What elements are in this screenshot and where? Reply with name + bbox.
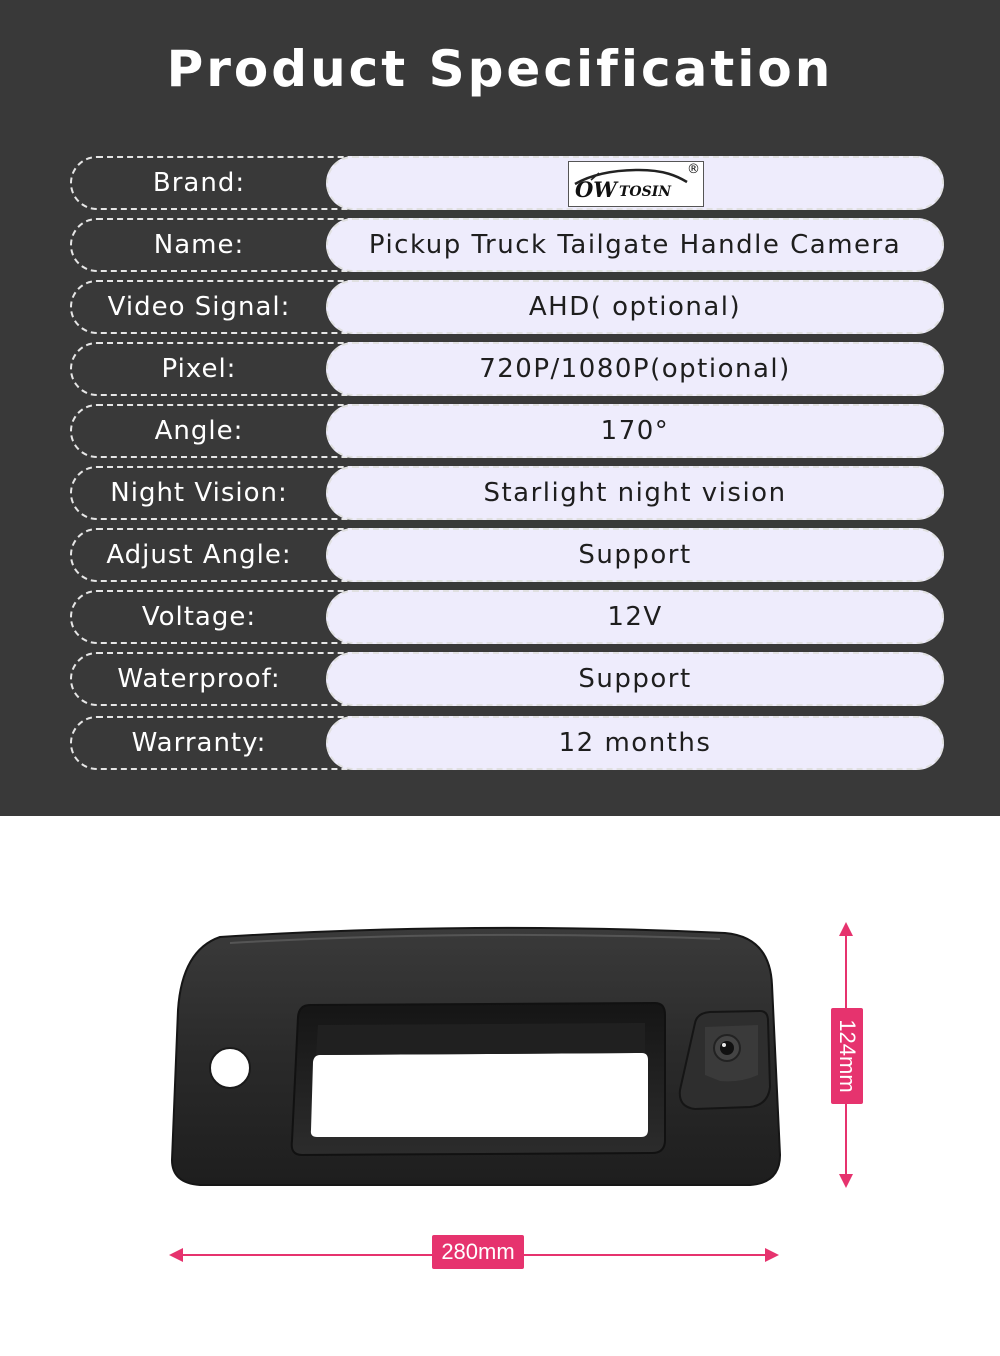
spec-value: Starlight night vision bbox=[483, 478, 787, 508]
spec-row-night-vision bbox=[70, 466, 944, 520]
spec-label: Pixel: bbox=[161, 354, 237, 384]
spec-row-pixel bbox=[70, 342, 944, 396]
value-pill bbox=[326, 342, 944, 396]
value-pill bbox=[326, 280, 944, 334]
spec-row-angle bbox=[70, 404, 944, 458]
spec-value: Pickup Truck Tailgate Handle Camera bbox=[368, 230, 902, 260]
tailgate-handle-camera-image bbox=[160, 915, 790, 1200]
spec-label: Night Vision: bbox=[110, 478, 288, 508]
spec-row-name bbox=[70, 218, 944, 272]
value-pill bbox=[326, 716, 944, 770]
spec-value: 12 months bbox=[558, 728, 712, 758]
spec-label: Warranty: bbox=[131, 728, 267, 758]
spec-label: Angle: bbox=[154, 416, 244, 446]
logo-text-ow: OW bbox=[575, 177, 617, 202]
spec-row-video-signal bbox=[70, 280, 944, 334]
spec-row-warranty bbox=[70, 716, 944, 770]
registered-mark: ® bbox=[687, 162, 700, 177]
spec-value: Support bbox=[578, 664, 692, 694]
value-pill bbox=[326, 590, 944, 644]
value-pill bbox=[326, 156, 944, 210]
spec-label: Video Signal: bbox=[107, 292, 291, 322]
spec-row-voltage bbox=[70, 590, 944, 644]
spec-value: 12V bbox=[607, 602, 663, 632]
value-pill bbox=[326, 404, 944, 458]
spec-label: Adjust Angle: bbox=[106, 540, 292, 570]
spec-row-waterproof bbox=[70, 652, 944, 706]
spec-label: Voltage: bbox=[141, 602, 257, 632]
spec-value: 720P/1080P(optional) bbox=[479, 354, 791, 384]
spec-value: AHD( optional) bbox=[528, 292, 742, 322]
value-pill bbox=[326, 652, 944, 706]
spec-row-brand bbox=[70, 156, 944, 210]
width-dimension-label: 280mm bbox=[432, 1235, 524, 1269]
spec-value: 170° bbox=[600, 416, 670, 446]
page-title: Product Specification bbox=[166, 40, 834, 98]
spec-label: Waterproof: bbox=[117, 664, 281, 694]
value-pill bbox=[326, 466, 944, 520]
value-pill bbox=[326, 218, 944, 272]
spec-row-adjust-angle bbox=[70, 528, 944, 582]
brand-logo bbox=[568, 161, 704, 207]
logo-text-tosin: TOSIN bbox=[619, 184, 672, 200]
spec-label: Brand: bbox=[152, 168, 246, 198]
value-pill bbox=[326, 528, 944, 582]
height-value: 124mm bbox=[835, 1019, 860, 1093]
spec-value: Support bbox=[578, 540, 692, 570]
height-dimension-label bbox=[831, 1008, 863, 1104]
spec-label: Name: bbox=[153, 230, 245, 260]
